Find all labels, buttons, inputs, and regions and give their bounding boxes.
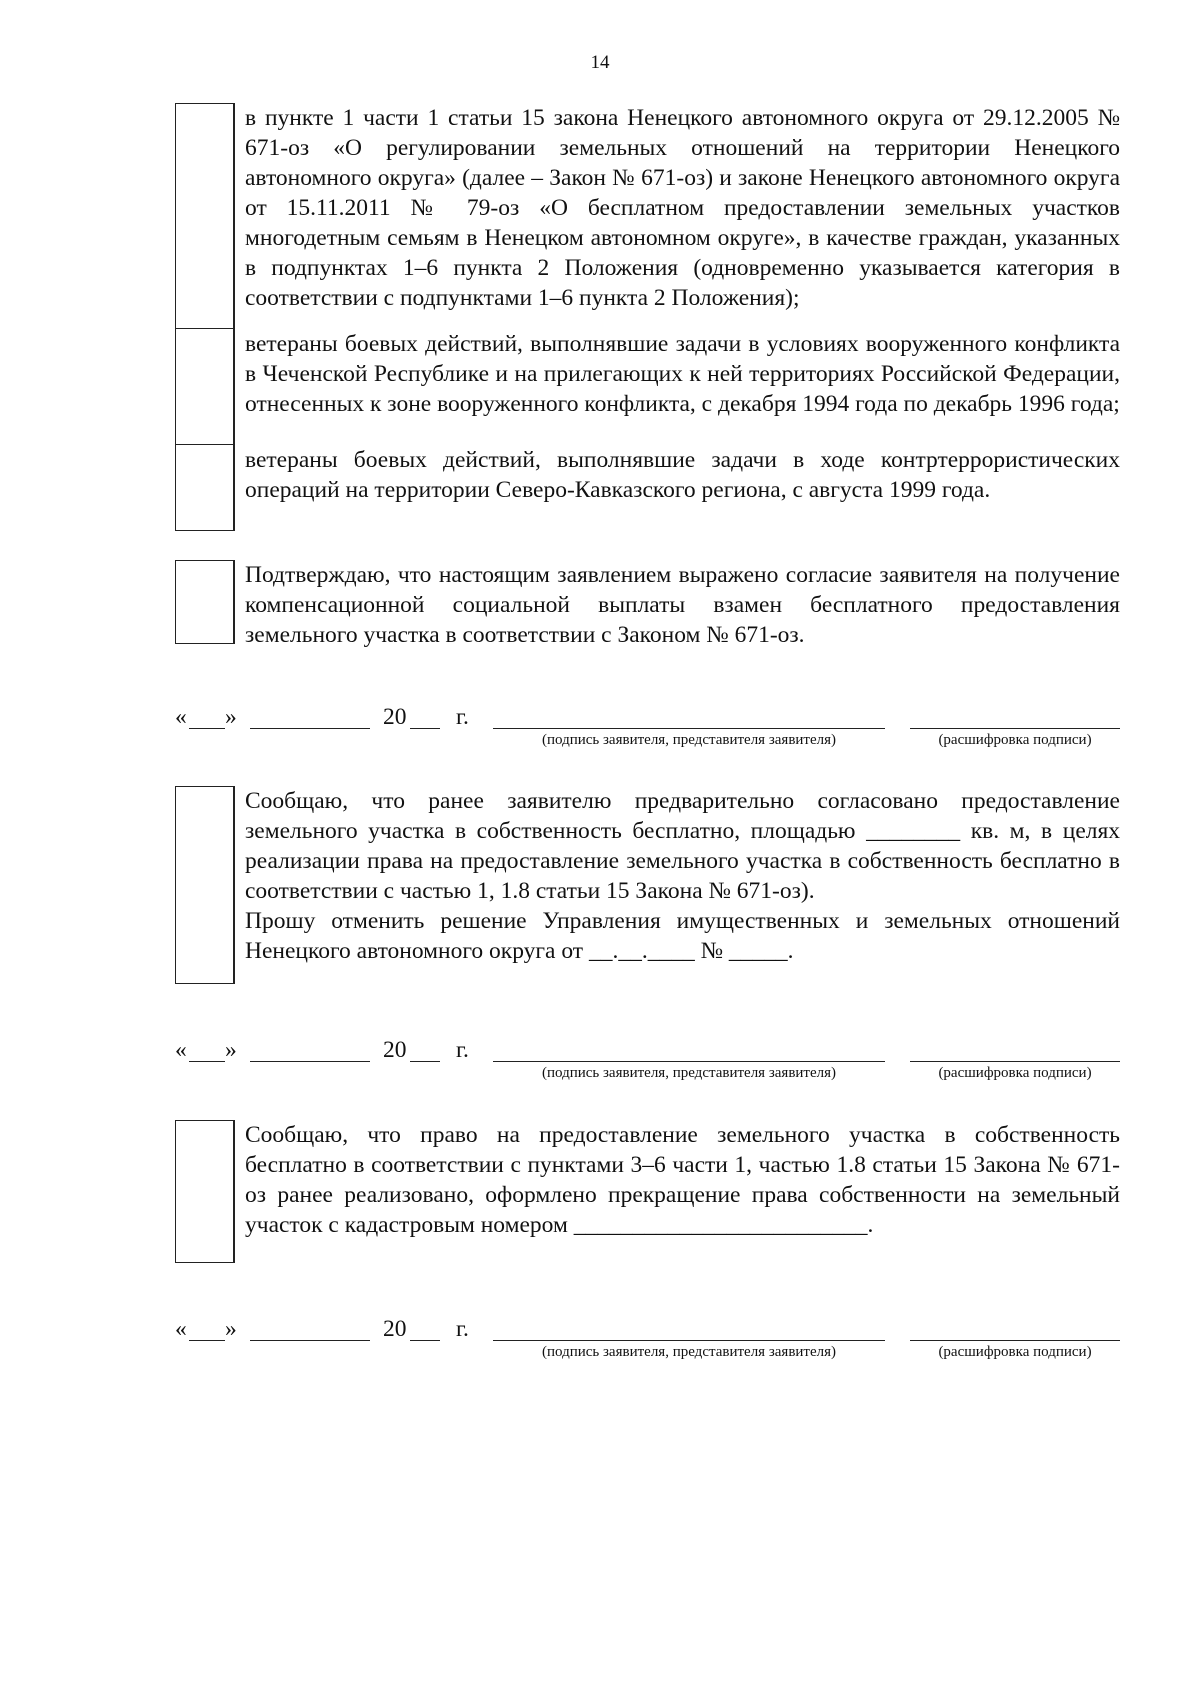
year-suffix: г. [456,1037,469,1063]
century-label: 20 [383,704,407,730]
quote-open: « [175,1037,187,1063]
day-field[interactable] [189,1340,225,1341]
category-options [175,103,1120,531]
applicant-signature-field[interactable] [493,728,885,729]
day-field[interactable] [189,728,225,729]
signature-decoding-field[interactable] [910,1340,1120,1341]
notice1-line1: Сообщаю, что ранее заявителю предварительно согласовано предоставление земельного участка в собственность бесплатно, площадью [245,788,1120,844]
signature-caption: (подпись заявителя, представителя заявителя) [541,732,837,748]
notice-right-realized [175,1120,1120,1263]
century-label: 20 [383,1037,407,1063]
decoding-caption: (расшифровка подписи) [938,732,1092,748]
page-number: 14 [590,52,610,73]
quote-close: » [225,1037,237,1063]
applicant-signature-field[interactable] [493,1061,885,1062]
option-text-3: ветераны боевых действий, выполнявшие задачи в ходе контртеррористических операций на территории Северо-Кавказского региона, с августа 1999 года. [245,447,1120,503]
option-text-1: в пункте 1 части 1 статьи 15 закона Ненецкого автономного округа от 29.12.2005 № 671-оз «О регулировании земельных отношений на территории Ненецкого автономного округа» (далее – Закон № 671-оз) и законе Ненецкого автономного округа от 15.11.2011 № 79-оз «О бесплатном предоставлении земельных участков многодетным семьям в Ненецком автономном округе», в качестве граждан, указанных в подпунктах 1–6 пункта 2 Положения (одновременно указывается категория в соответствии с подпунктами 1–6 пункта 2 Положения); [245,105,1120,311]
checkbox-option-1[interactable] [175,103,235,329]
checkbox-option-2[interactable] [175,329,235,445]
option-row [175,445,1120,531]
option-row [175,329,1120,445]
decoding-caption: (расшифровка подписи) [938,1065,1092,1081]
decision-number-field[interactable]: _____. [728,938,794,964]
cadastral-number-field[interactable]: _________________________. [573,1212,874,1238]
option-row [175,103,1120,329]
area-field[interactable]: ________ [866,818,961,844]
day-field[interactable] [189,1061,225,1062]
applicant-signature-field[interactable] [493,1340,885,1341]
month-field[interactable] [250,728,370,729]
number-sign: № [700,938,723,964]
checkbox-prior-approval[interactable] [175,786,235,984]
signature-line-1 [175,704,1120,764]
signature-line-3 [175,1316,1120,1376]
month-field[interactable] [250,1061,370,1062]
area-unit: кв. м, [970,818,1031,844]
consent-text: Подтверждаю, что настоящим заявлением выражено согласие заявителя на получение компенсационной социальной выплаты взамен бесплатного предоставления земельного участка в соответствии с Законом № 671-оз. [245,562,1120,648]
decision-date-field[interactable]: __.__.____ [588,938,695,964]
checkbox-right-realized[interactable] [175,1120,235,1263]
notice-prior-approval-text [235,786,1120,984]
quote-close: » [225,1316,237,1342]
signature-decoding-field[interactable] [910,728,1120,729]
decoding-caption: (расшифровка подписи) [938,1344,1092,1360]
year-suffix: г. [456,704,469,730]
notice2-text: Сообщаю, что право на предоставление земельного участка в собственность бесплатно в соответствии с пунктами 3–6 части 1, частью 1.8 статьи 15 Закона № 671-оз ранее реализовано, оформлено прекращение права собственности на земельный участок с кадастровым номером [245,1122,1120,1238]
year-suffix: г. [456,1316,469,1342]
checkbox-consent[interactable] [175,560,235,644]
year-field[interactable] [410,1061,440,1062]
signature-caption: (подпись заявителя, представителя заявителя) [541,1065,837,1081]
year-field[interactable] [410,728,440,729]
century-label: 20 [383,1316,407,1342]
quote-close: » [225,704,237,730]
notice1-line2: в целях реализации права на предоставление земельного участка в собственность бесплатно в соответствии с частью 1, 1.8 статьи 15 Закона № 671-оз). [245,818,1121,904]
notice1-request: Прошу отменить решение Управления имущественных и земельных отношений Ненецкого автономного округа от [245,908,1120,964]
notice-prior-approval [175,786,1120,984]
notice-right-realized-text [235,1120,1120,1263]
quote-open: « [175,1316,187,1342]
consent-block [175,560,1120,650]
signature-decoding-field[interactable] [910,1061,1120,1062]
year-field[interactable] [410,1340,440,1341]
month-field[interactable] [250,1340,370,1341]
signature-caption: (подпись заявителя, представителя заявителя) [541,1344,837,1360]
checkbox-option-3[interactable] [175,445,235,531]
signature-line-2 [175,1037,1120,1097]
option-text-2: ветераны боевых действий, выполнявшие задачи в условиях вооруженного конфликта в Чеченской Республике и на прилегающих к ней территориях Российской Федерации, отнесенных к зоне вооруженного конфликта, с декабря 1994 года по декабрь 1996 года; [245,331,1120,417]
quote-open: « [175,704,187,730]
